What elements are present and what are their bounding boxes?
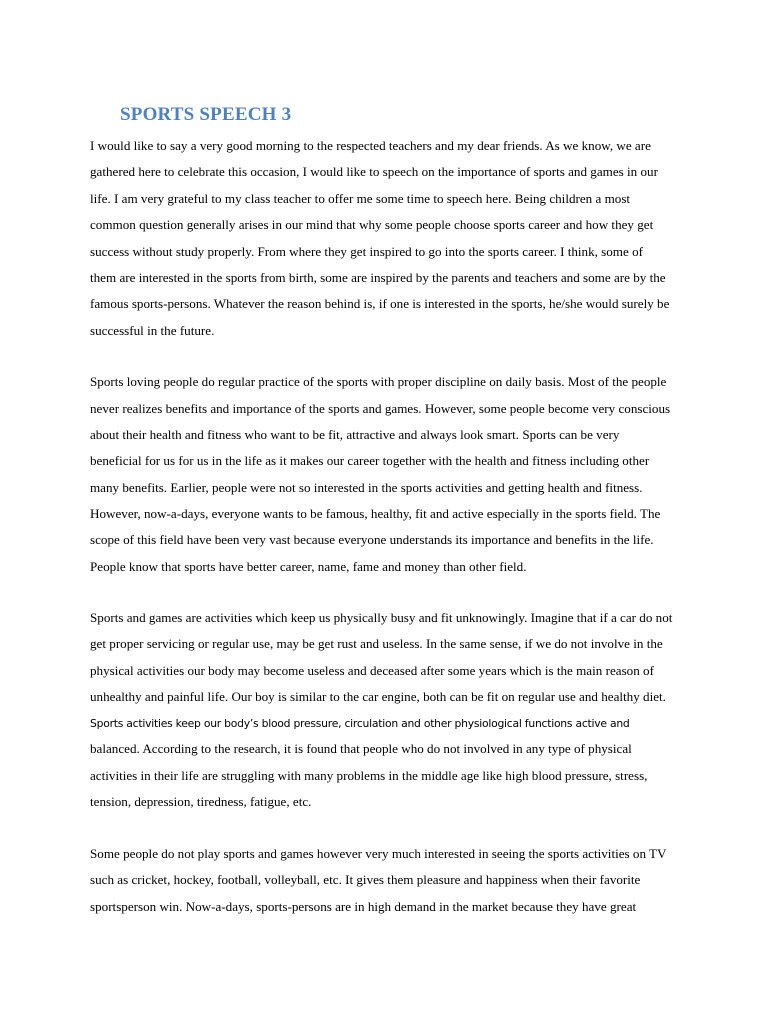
paragraph-2-line-8: People know that sports have better career, name, fame and money than other field. [90,559,527,574]
paragraph-2-line-7: scope of this field have been very vast because everyone understands its importance and benefits in the life. [90,532,654,547]
paragraph-3-line-4: unhealthy and painful life. Our boy is similar to the car engine, both can be fit on regular use and healthy diet. [90,689,666,704]
paragraph-3-line-3: physical activities our body may become useless and deceased after some years which is the main reason of [90,663,654,678]
paragraph-1-line-4: common question generally arises in our mind that why some people choose sports career and how they get [90,217,654,232]
paragraph-4-line-2: such as cricket, hockey, football, volleyball, etc. It gives them pleasure and happiness when their favorite [90,872,641,887]
paragraph-1-line-6: them are interested in the sports from birth, some are inspired by the parents and teachers and some are by the [90,270,666,285]
paragraph-1-line-7: famous sports-persons. Whatever the reason behind is, if one is interested in the sports, he/she would surely be [90,296,670,311]
paragraph-4-line-1: Some people do not play sports and games however very much interested in seeing the sports activities on TV [90,846,667,861]
paragraph-1-line-2: gathered here to celebrate this occasion, I would like to speech on the importance of sports and games in our [90,164,658,179]
paragraph-1-line-8: successful in the future. [90,323,215,338]
paragraph-3-line-1: Sports and games are activities which keep us physically busy and fit unknowingly. Imagine that if a car do not [90,610,673,625]
paragraph-1-line-5: success without study properly. From where they get inspired to go into the sports career. I think, some of [90,244,643,259]
paragraph-2-line-5: many benefits. Earlier, people were not so interested in the sports activities and getting health and fitness. [90,480,643,495]
paragraph-3-line-5: Sports activities keep our body’s blood pressure, circulation and other physiological functions active and [90,717,630,730]
paragraph-3-line-6: balanced. According to the research, it is found that people who do not involved in any type of physical [90,741,632,756]
paragraph-2-line-4: beneficial for us for us in the life as it makes our career together with the health and fitness including other [90,453,650,468]
paragraph-3-line-8: tension, depression, tiredness, fatigue, etc. [90,794,312,809]
paragraph-2-line-3: about their health and fitness who want to be fit, attractive and always look smart. Sports can be very [90,427,620,442]
paragraph-2-line-1: Sports loving people do regular practice of the sports with proper discipline on daily basis. Most of the people [90,374,667,389]
paragraph-3-line-2: get proper servicing or regular use, may be get rust and useless. In the same sense, if we do not involve in the [90,636,663,651]
paragraph-2-line-2: never realizes benefits and importance of the sports and games. However, some people become very conscious [90,401,671,416]
paragraph-1-line-3: life. I am very grateful to my class teacher to offer me some time to speech here. Being children a most [90,191,631,206]
paragraph-1-line-1: I would like to say a very good morning to the respected teachers and my dear friends. As we know, we are [90,138,651,153]
paragraph-2-line-6: However, now-a-days, everyone wants to be famous, healthy, fit and active especially in the sports field. The [90,506,661,521]
paragraph-4-line-3: sportsperson win. Now-a-days, sports-persons are in high demand in the market because they have great [90,899,637,914]
paragraph-3-line-7: activities in their life are struggling with many problems in the middle age like high blood pressure, stress, [90,768,648,783]
document-title: SPORTS SPEECH 3 [120,104,292,125]
